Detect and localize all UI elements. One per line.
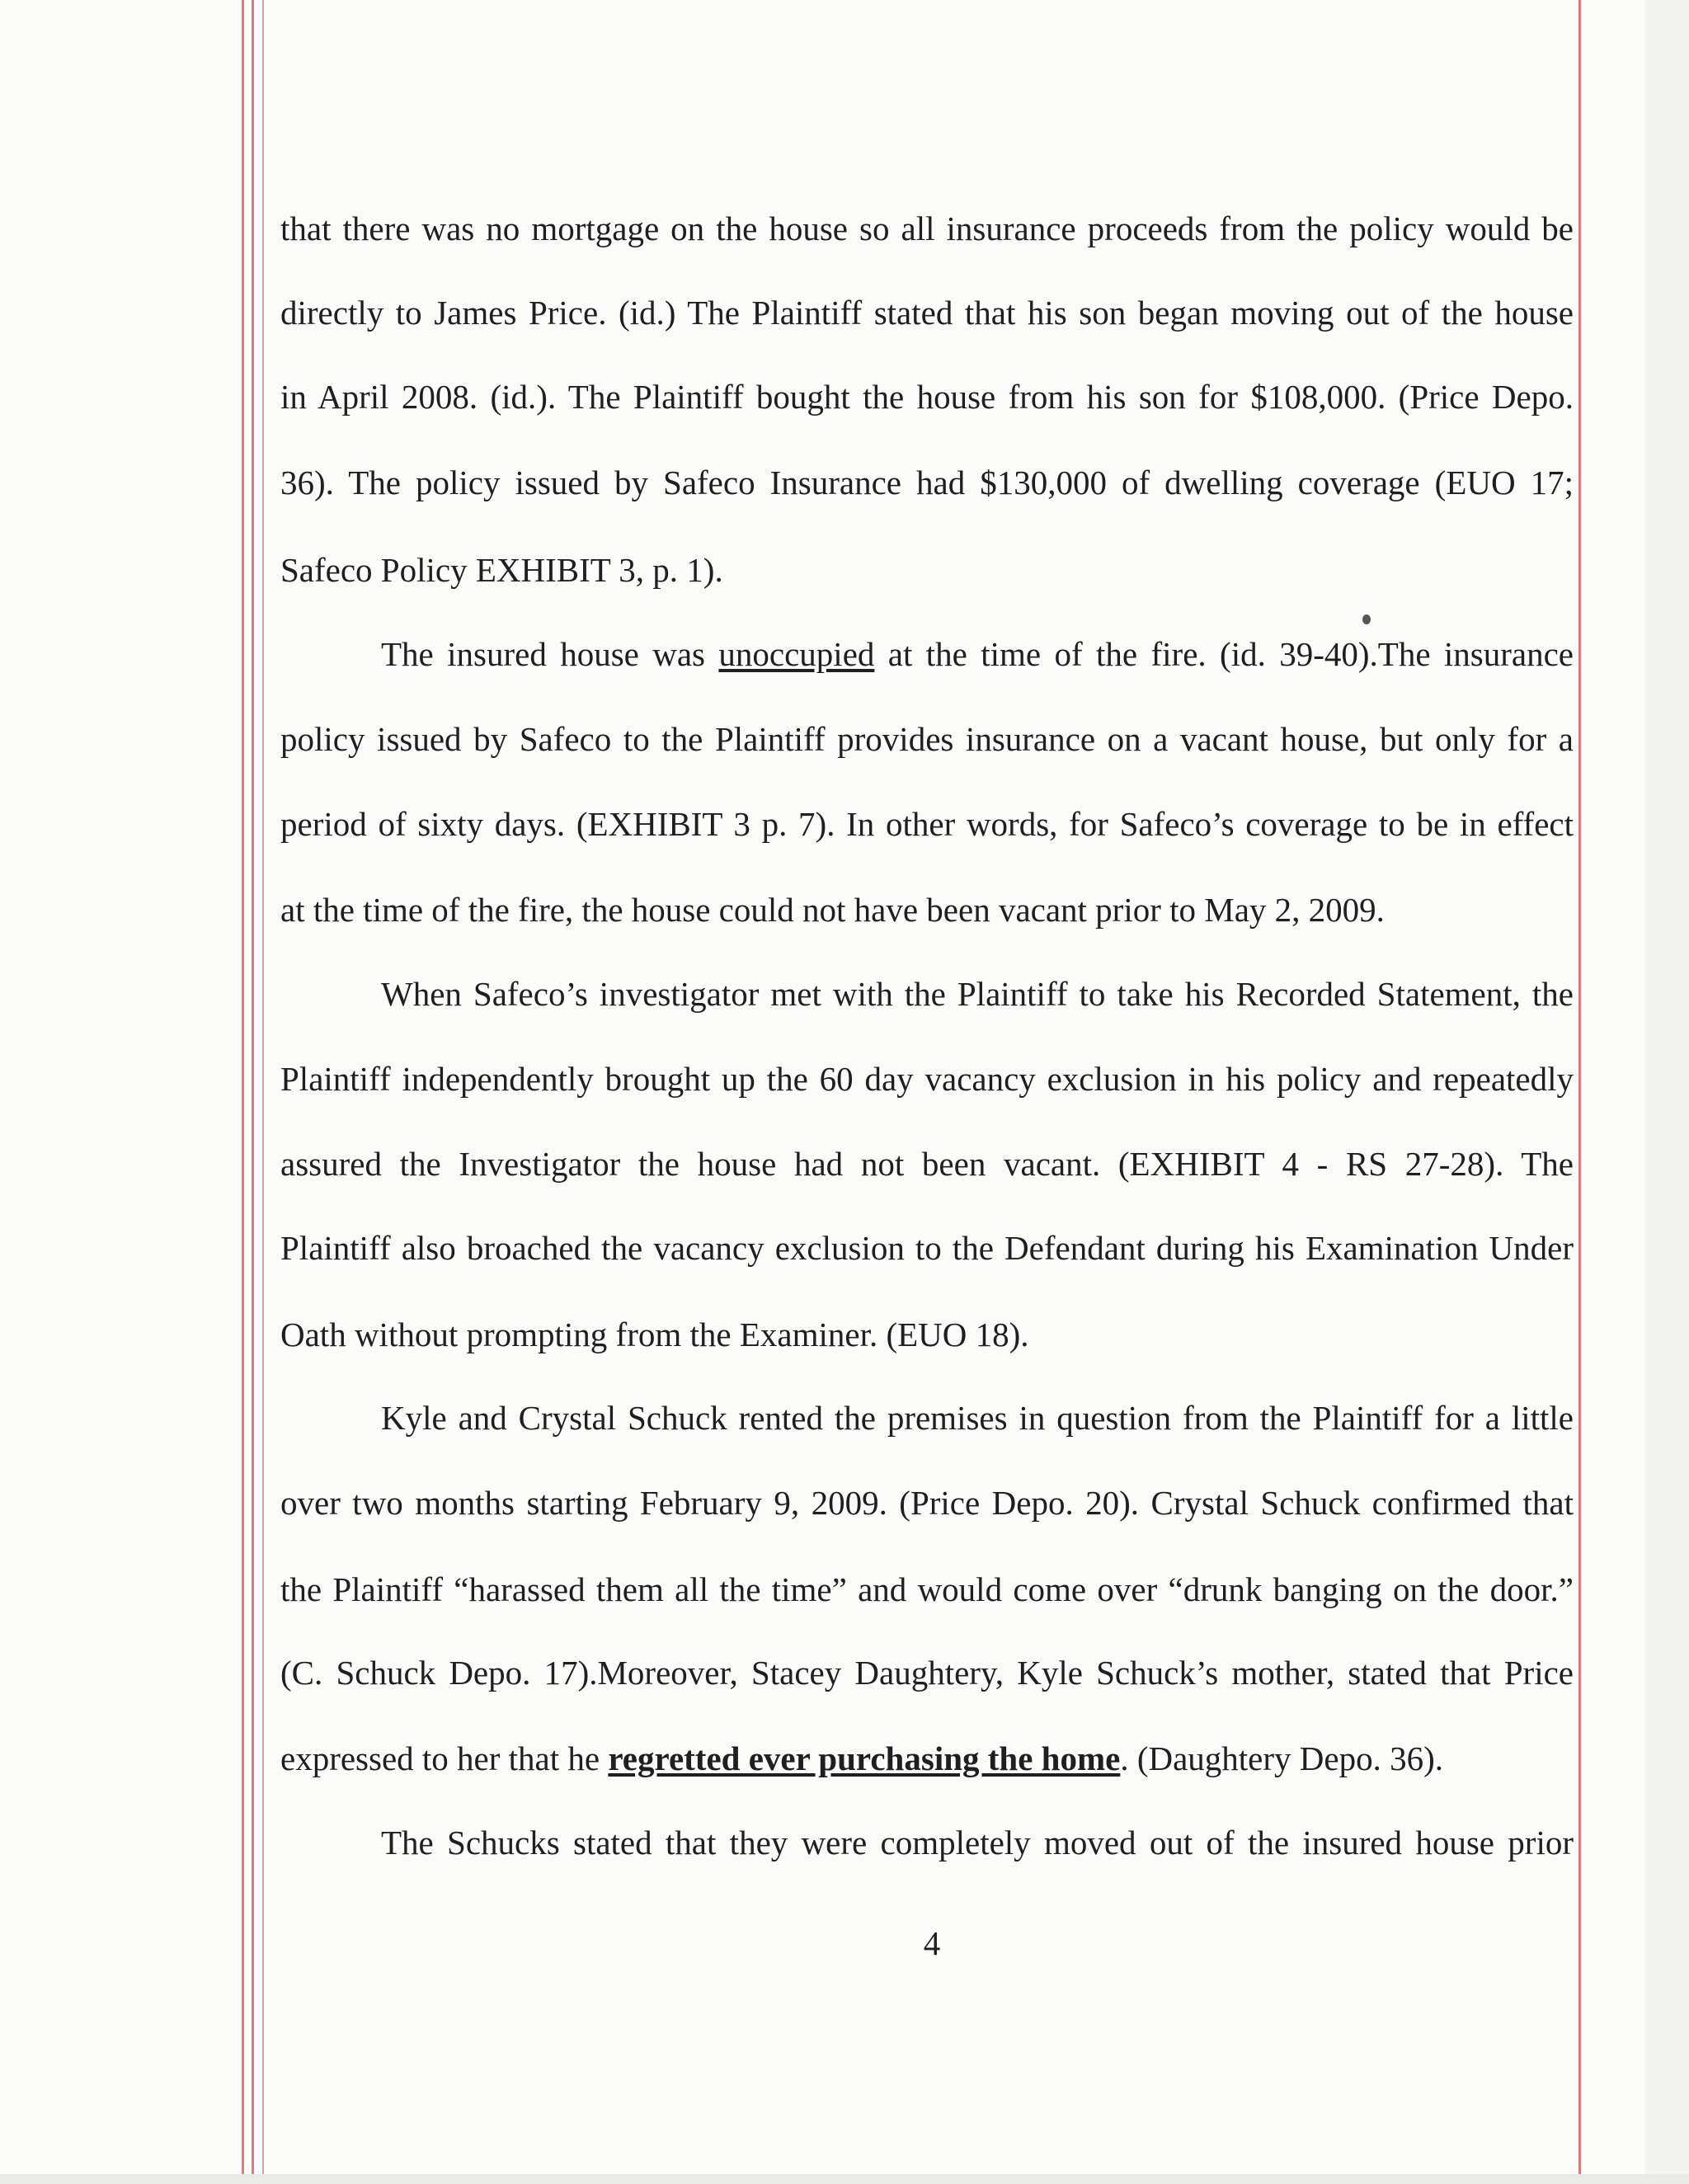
body-line: period of sixty days. (EXHIBIT 3 p. 7). In other words, for Safeco’s coverage to be in effect [280,805,1574,843]
page-number: 4 [923,1924,941,1962]
body-line: over two months starting February 9, 2009. (Price Depo. 20). Crystal Schuck confirmed that [280,1484,1574,1522]
line-text: The insured house was [381,635,719,673]
body-line: that there was no mortgage on the house so all insurance proceeds from the policy would be [280,209,1574,247]
body-line: policy issued by Safeco to the Plaintiff provides insurance on a vacant house, but only for a [280,720,1574,758]
line-text: expressed to her that he [280,1739,609,1777]
underlined-text: unoccupied [718,635,875,673]
body-line: at the time of the fire, the house could not have been vacant prior to May 2, 2009. [280,891,1385,929]
left-margin-rule-faint [262,0,264,2174]
body-line: Plaintiff independently brought up the 60 day vacancy exclusion in his policy and repeatedly [280,1060,1574,1098]
right-margin-rule [1578,0,1581,2174]
body-line: (C. Schuck Depo. 17).Moreover, Stacey Daughtery, Kyle Schuck’s mother, stated that Price [280,1654,1574,1692]
line-text: at the time of the fire. (id. 39-40).The insurance [874,635,1574,673]
body-line: Kyle and Crystal Schuck rented the premises in question from the Plaintiff for a little [381,1399,1574,1437]
scan-speck [1362,614,1371,624]
body-line: in April 2008. (id.). The Plaintiff bought the house from his son for $108,000. (Price Depo. [280,378,1574,416]
bold-underlined-text: regretted ever purchasing the home [608,1739,1121,1777]
body-line [280,1739,1574,1777]
body-line: the Plaintiff “harassed them all the time” and would come over “drunk banging on the door.” [280,1570,1574,1608]
scan-bottom-edge [0,2174,1689,2184]
left-margin-rule-inner [252,0,254,2174]
body-line: Plaintiff also broached the vacancy exclusion to the Defendant during his Examination Under [280,1229,1574,1267]
body-line: directly to James Price. (id.) The Plaintiff stated that his son began moving out of the house [280,294,1574,332]
line-text: . (Daughtery Depo. 36). [1120,1739,1443,1777]
body-line: assured the Investigator the house had not been vacant. (EXHIBIT 4 - RS 27-28). The [280,1145,1574,1183]
body-line: 36). The policy issued by Safeco Insurance had $130,000 of dwelling coverage (EUO 17; [280,464,1574,501]
body-line: The Schucks stated that they were completely moved out of the insured house prior [381,1824,1574,1862]
left-margin-rule [242,0,244,2174]
body-line: Safeco Policy EXHIBIT 3, p. 1). [280,551,723,589]
body-line [381,635,1574,673]
body-line: Oath without prompting from the Examiner. (EUO 18). [280,1316,1029,1353]
scan-edge [1645,0,1689,2184]
body-line: When Safeco’s investigator met with the Plaintiff to take his Recorded Statement, the [381,975,1574,1013]
